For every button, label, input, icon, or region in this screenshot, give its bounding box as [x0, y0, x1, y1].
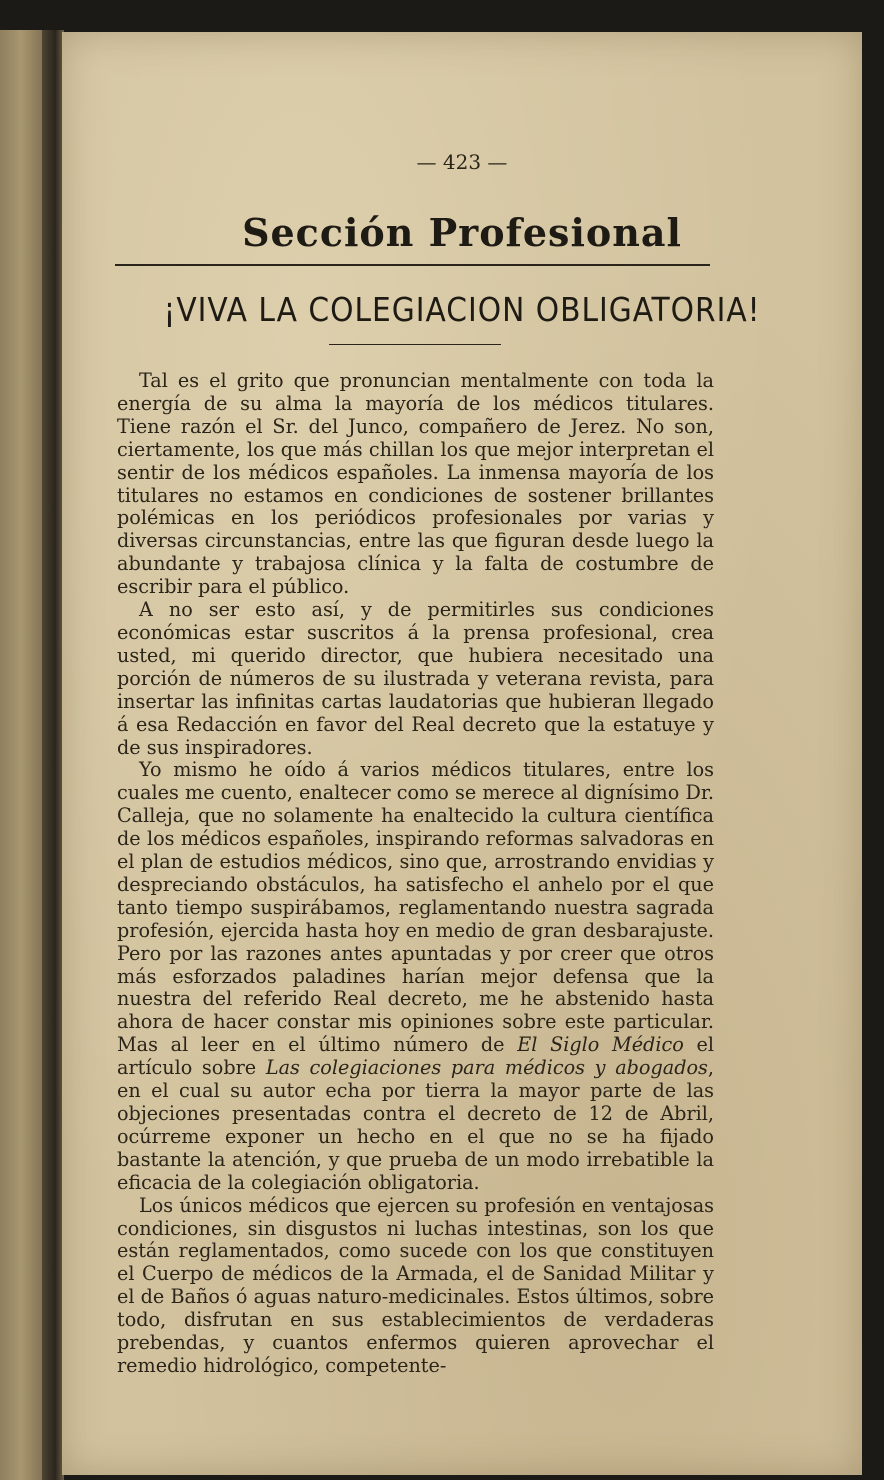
article-reference: Las colegiaciones para médicos y abogados — [265, 1056, 708, 1080]
journal-title: El Siglo Médico — [517, 1033, 684, 1057]
page-number: — 423 — — [416, 150, 508, 174]
paragraph-3-part-b: el artículo sobre — [117, 1033, 714, 1080]
paragraph-4: Los únicos médicos que ejercen su profesión en ventajosas condiciones, sin disgustos ni luchas intestinas, son los que están reglamentados, como sucede con los que constituyen el Cuerpo de médicos de la Armada, el de Sanidad Militar y el de Baños ó aguas naturo-medicinales. Estos últimos, sobre todo, disfrutan en sus establecimientos de verdaderas prebendas, y cuantos enfermos quieren aprovechar el remedio hidrológico, competente- — [117, 1193, 714, 1377]
document-page — [62, 32, 862, 1475]
paragraph-3 — [117, 759, 714, 1194]
title-underline — [329, 344, 501, 345]
article-title: ¡VIVA LA COLEGIACION OBLIGATORIA! — [163, 290, 761, 329]
paragraph-2: A no ser esto así, y de permitirles sus condiciones económicas estar suscritos á la prensa profesional, crea usted, mi querido director, que hubiera necesitado una porción de números de su ilustrada y veterana revista, para insertar las infinitas cartas laudatorias que hubieran llegado á esa Redacción en favor del Real decreto que la estatuye y de sus inspiradores. — [117, 598, 714, 759]
paragraph-3-part-a: Yo mismo he oído á varios médicos titulares, entre los cuales me cuento, enaltecer como se merece al dignísimo Dr. Calleja, que no solamente ha enaltecido la cultura científica de los médicos españoles, inspirando reformas salvadoras en el plan de estudios médicos, sino que, arrostrando envidias y despreciando obstáculos, ha satisfecho el anhelo por el que tanto tiempo suspirábamos, reglamentando nuestra sagrada profesión, ejercida hasta hoy en medio de gran desbarajuste. Pero por las razones antes apuntadas y por creer que otros más esforzados paladines harían mejor defensa que la nuestra del referido Real decreto, me he abstenido hasta ahora de hacer constar mis opiniones sobre este particular. Mas al leer en el último número de — [117, 758, 714, 1057]
paragraph-3-part-c: , en el cual su autor echa por tierra la mayor parte de las objeciones presentadas contra el decreto de 12 de Abril, ocúrreme exponer un hecho en el que no se ha fijado bastante la atención, y que prueba de un modo irrebatible la eficacia de la colegiación obligatoria. — [117, 1056, 714, 1194]
book-spine — [42, 30, 64, 1480]
paragraph-1: Tal es el grito que pronuncian mentalmente con toda la energía de su alma la mayoría de los médicos titulares. Tiene razón el Sr. del Junco, compañero de Jerez. No son, ciertamente, los que más chillan los que mejor interpretan el sentir de los médicos españoles. La inmensa mayoría de los titulares no estamos en condiciones de sostener brillantes polémicas en los periódicos profesionales por varias y diversas circunstancias, entre las que figuran desde luego la abundante y trabajosa clínica y la falta de costumbre de escribir para el público. — [117, 369, 714, 599]
section-title: Sección Profesional — [242, 210, 682, 255]
article-body — [117, 370, 714, 1378]
section-divider — [115, 264, 710, 266]
